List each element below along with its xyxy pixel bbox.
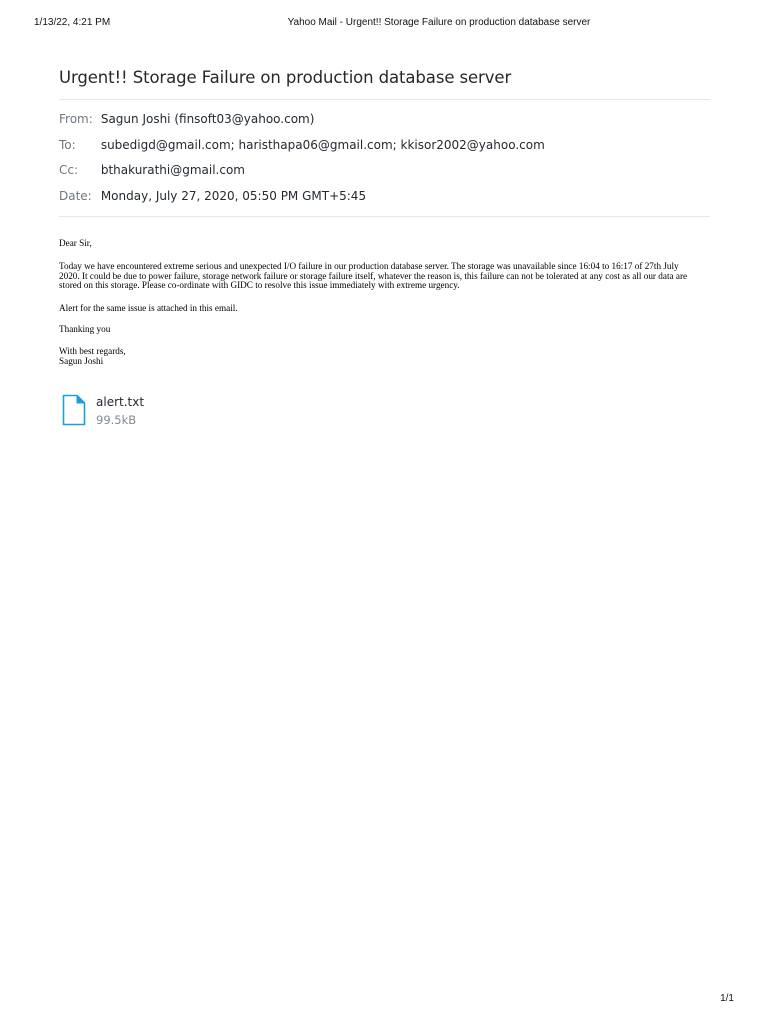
date-row [59,189,366,207]
from-label: From: [59,112,93,126]
from-row [59,112,314,130]
cc-value[interactable]: bthakurathi@gmail.com [100,163,245,177]
main-paragraph-line-1: Today we have encountered extreme serious and unexpected I/O failure in our production database server. The storage was unavailable since 16:04 to 16:17 of 27th July [59,261,679,271]
email-greeting: Dear Sir, [59,238,92,248]
email-signature: Sagun Joshi [59,355,104,366]
main-paragraph-line-2: 2020. It could be due to power failure, storage network failure or storage failure itself, whatever the reason is, this failure can not be tolerated at any cost as all our data are [59,270,688,281]
email-subject: Urgent!! Storage Failure on production database server [59,68,512,87]
email-signoff [59,347,707,366]
attachment-size: 99.5kB [96,413,137,427]
header-divider-bottom [59,216,710,217]
print-date: 1/13/22, 4:21 PM [34,17,111,28]
print-title: Yahoo Mail - Urgent!! Storage Failure on production database server [287,17,591,28]
to-label: To: [59,138,76,152]
from-value[interactable]: Sagun Joshi (finsoft03@yahoo.com) [100,112,315,126]
attachment-name[interactable]: alert.txt [96,395,145,409]
cc-label: Cc: [59,163,79,177]
print-header [0,17,768,33]
attachment-item[interactable] [62,394,222,434]
to-value[interactable]: subedigd@gmail.com; haristhapa06@gmail.com; kkisor2002@yahoo.com [100,138,545,152]
page-number: 1/1 [720,993,734,1004]
date-label: Date: [59,189,92,203]
to-row [59,138,545,156]
main-paragraph-line-3: stored on this storage. Please co-ordinate with GIDC to resolve this issue immediately with extreme urgency. [59,280,460,291]
cc-row [59,163,245,181]
email-main-paragraph [59,262,707,291]
document-file-icon [62,394,86,426]
email-regards: With best regards, [59,346,126,356]
email-alert-paragraph: Alert for the same issue is attached in this email. [59,303,238,313]
date-value: Monday, July 27, 2020, 05:50 PM GMT+5:45 [100,189,367,203]
email-thanks: Thanking you [59,324,111,334]
header-divider-top [59,99,710,100]
